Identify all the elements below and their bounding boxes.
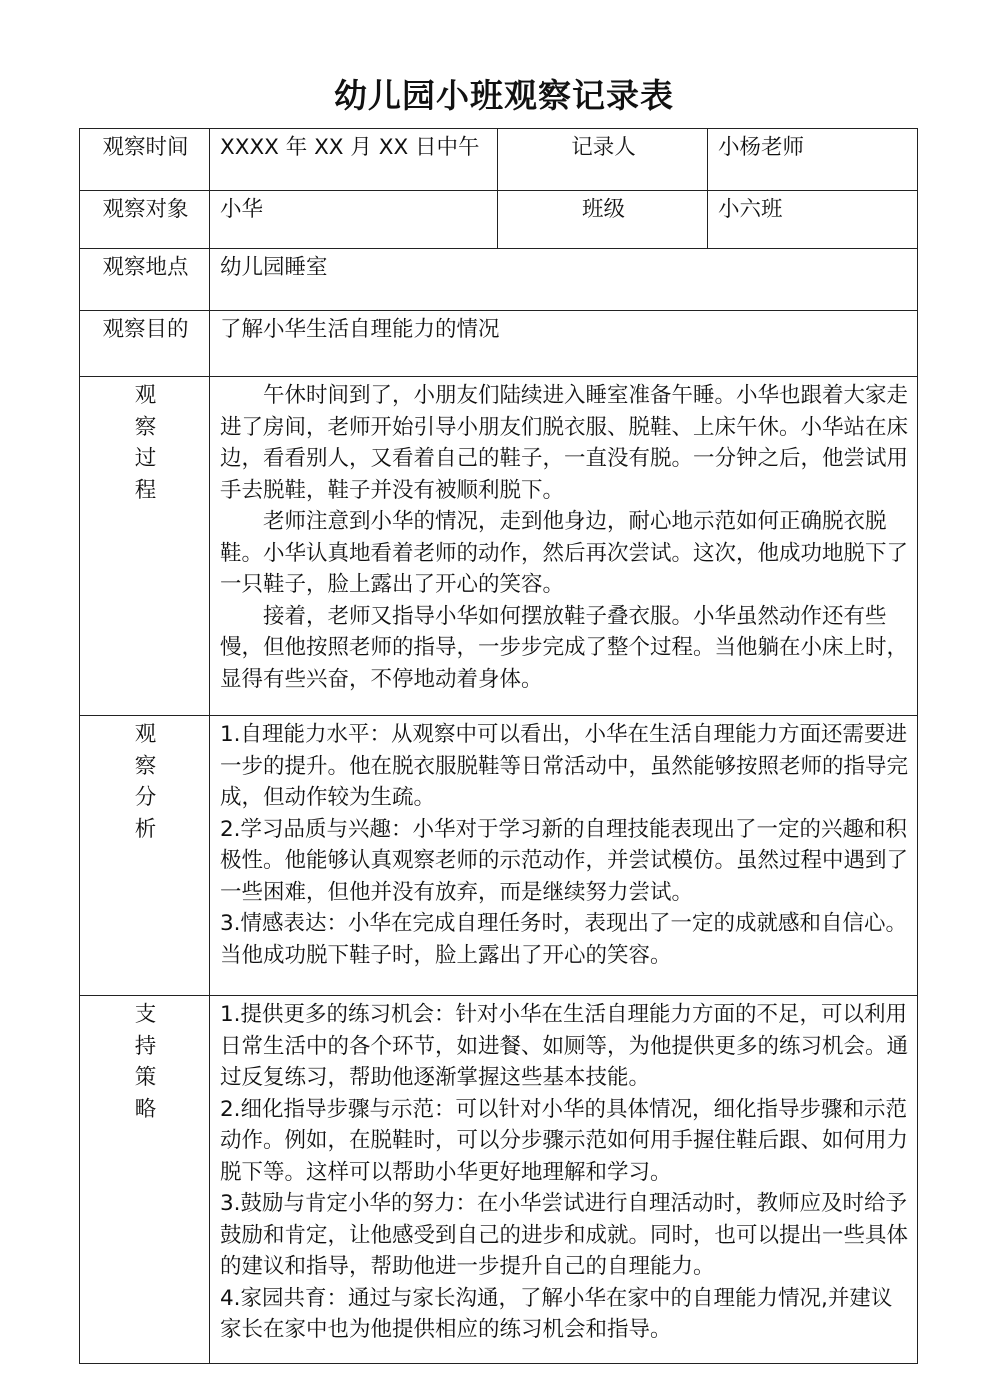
observation-process-content [210, 377, 918, 716]
analysis-item: 1.自理能力水平：从观察中可以看出，小华在生活自理能力方面还需要进一步的提升。他在脱衣服脱鞋等日常活动中，虽然能够按照老师的指导完成，但动作较为生疏。 [220, 722, 909, 810]
label-observation-location: 观察地点 [80, 249, 210, 311]
label-recorder: 记录人 [498, 129, 708, 191]
observation-location-value: 幼儿园睡室 [210, 249, 918, 311]
row-strategy [80, 996, 918, 1364]
label-char: 支 [134, 1002, 157, 1027]
recorder-value: 小杨老师 [708, 129, 918, 191]
observation-purpose-value: 了解小华生活自理能力的情况 [210, 311, 918, 377]
analysis-item: 3.情感表达：小华在完成自理任务时，表现出了一定的成就感和自信心。当他成功脱下鞋子时，脸上露出了开心的笑容。 [220, 911, 908, 968]
strategy-item: 2.细化指导步骤与示范：可以针对小华的具体情况，细化指导步骤和示范动作。例如，在脱鞋时，可以分步骤示范如何用手握住鞋后跟、如何用力脱下等。这样可以帮助小华更好地理解和学习。 [220, 1096, 909, 1185]
process-paragraph: 午休时间到了，小朋友们陆续进入睡室准备午睡。小华也跟着大家走进了房间，老师开始引导小朋友们脱衣服、脱鞋、上床午休。小华站在床边，看看别人，又看着自己的鞋子，一直没有脱。一分钟之后，他尝试用手去脱鞋，鞋子并没有被顺利脱下。 [220, 383, 909, 503]
label-observation-process [80, 377, 210, 716]
label-observation-subject: 观察对象 [80, 191, 210, 249]
label-char: 策 [134, 1065, 157, 1090]
row-time [80, 129, 918, 191]
label-char: 观 [134, 383, 157, 408]
analysis-item: 2.学习品质与兴趣：小华对于学习新的自理技能表现出了一定的兴趣和积极性。他能够认真观察老师的示范动作，并尝试模仿。虽然过程中遇到了一些困难，但他并没有放弃，而是继续努力尝试。 [220, 816, 909, 905]
label-char: 析 [134, 816, 157, 842]
label-char: 略 [134, 1096, 157, 1122]
label-char: 程 [134, 477, 157, 503]
label-char: 察 [134, 753, 157, 779]
row-purpose [80, 311, 918, 377]
strategy-item: 1.提供更多的练习机会：针对小华在生活自理能力方面的不足，可以利用日常生活中的各个环节，如进餐、如厕等，为他提供更多的练习机会。通过反复练习，帮助他逐渐掌握这些基本技能。 [220, 1002, 909, 1090]
row-location [80, 249, 918, 311]
strategy-item: 3.鼓励与肯定小华的努力：在小华尝试进行自理活动时，教师应及时给予鼓励和肯定，让他感受到自己的进步和成就。同时，也可以提出一些具体的建议和指导，帮助他进一步提升自己的自理能力。 [220, 1191, 909, 1279]
row-analysis [80, 716, 918, 996]
observation-record-table [79, 128, 918, 1364]
strategy-item: 4.家园共育：通过与家长沟通，了解小华在家中的自理能力情况,并建议家长在家中也为他提供相应的练习机会和指导。 [220, 1285, 893, 1342]
observation-subject-value: 小华 [210, 191, 498, 249]
class-value: 小六班 [708, 191, 918, 249]
label-char: 察 [134, 414, 157, 440]
label-observation-analysis [80, 716, 210, 996]
label-char: 分 [134, 785, 157, 810]
process-paragraph: 接着，老师又指导小华如何摆放鞋子叠衣服。小华虽然动作还有些慢，但他按照老师的指导，一步步完成了整个过程。当他躺在小床上时，显得有些兴奋，不停地动着身体。 [220, 603, 909, 692]
label-char: 观 [134, 722, 157, 747]
observation-analysis-content [210, 716, 918, 996]
support-strategy-content [210, 996, 918, 1364]
label-observation-purpose: 观察目的 [80, 311, 210, 377]
process-paragraph: 老师注意到小华的情况，走到他身边，耐心地示范如何正确脱衣脱鞋。小华认真地看着老师的动作，然后再次尝试。这次，他成功地脱下了一只鞋子，脸上露出了开心的笑容。 [220, 509, 909, 597]
label-char: 过 [134, 446, 157, 471]
row-process [80, 377, 918, 716]
label-char: 持 [134, 1033, 157, 1059]
row-subject [80, 191, 918, 249]
observation-time-value: XXXX 年 XX 月 XX 日中午 [210, 129, 498, 191]
label-support-strategy [80, 996, 210, 1364]
page-title: 幼儿园小班观察记录表 [334, 76, 674, 115]
label-class: 班级 [498, 191, 708, 249]
label-observation-time: 观察时间 [80, 129, 210, 191]
